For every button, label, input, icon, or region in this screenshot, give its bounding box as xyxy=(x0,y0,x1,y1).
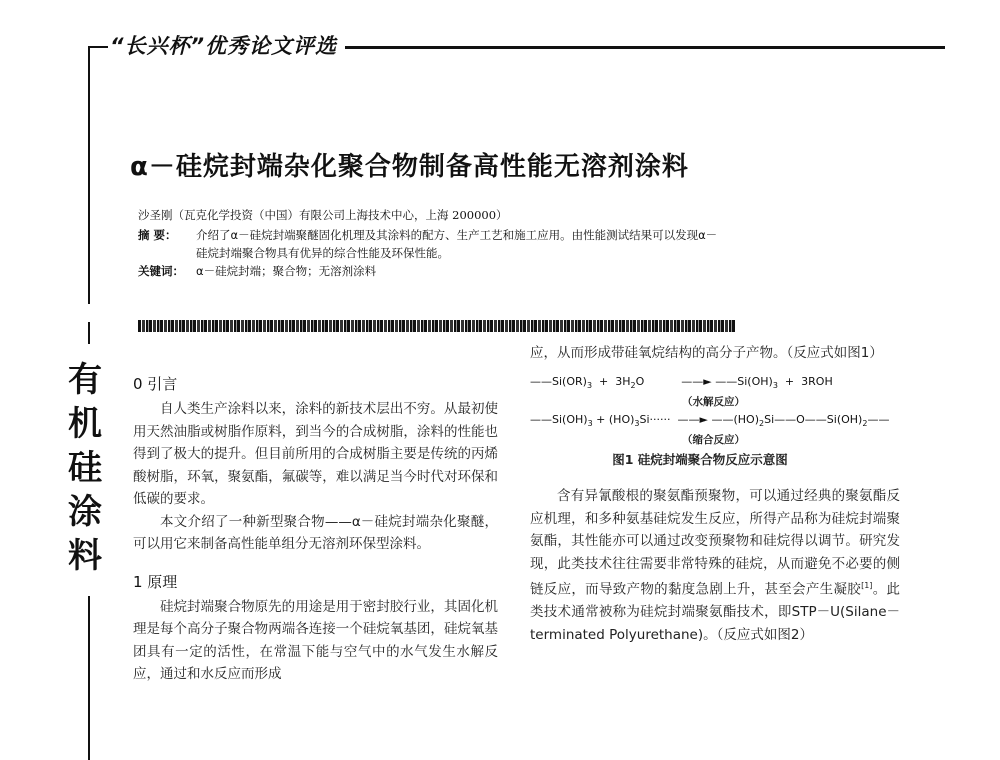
eq-sub: 2 xyxy=(862,418,868,428)
header-rule xyxy=(345,46,945,49)
eq-term: ——Si(OH) xyxy=(715,374,773,388)
abstract-label: 摘 要： xyxy=(138,228,177,242)
eq-sub: 3 xyxy=(634,418,640,428)
vertical-char: 料 xyxy=(68,536,102,576)
eq-sub: 3 xyxy=(586,380,593,390)
equation-label-condensation: （缩合反应） xyxy=(682,433,745,446)
left-column xyxy=(133,372,498,686)
eq-sub: 3 xyxy=(587,418,593,428)
eq-term: (HO) xyxy=(608,412,635,426)
eq-plus: + xyxy=(599,374,609,388)
equation-condensation xyxy=(530,409,900,429)
eq-term: 3H xyxy=(615,374,631,388)
eq-term: Si——O——Si(OH) xyxy=(764,412,863,426)
paragraph-continued: 应，从而形成带硅氧烷结构的高分子产物。（反应式如图1） xyxy=(530,345,883,361)
eq-term: —— xyxy=(867,412,890,426)
equation-label-hydrolysis: （水解反应） xyxy=(682,395,745,408)
decorative-separator-bar xyxy=(138,320,736,332)
eq-plus: + xyxy=(596,412,606,426)
paragraph-text: 含有异氰酸根的聚氨酯预聚物，可以通过经典的聚氨酯反应机理，和多种氨基硅烷发生反应，所得产品称为硅烷封端聚氨酯，其性能亦可以通过改变预聚物和硅烷得以调节。研究发现，此类技术往往需要非常特殊的硅烷，从而避免不必要的侧链反应，而导致产物的黏度急剧上升，甚至会产生凝胶 xyxy=(530,488,900,598)
vertical-char: 机 xyxy=(68,404,102,444)
figure-caption: 图1 硅烷封端聚合物反应示意图 xyxy=(612,451,788,467)
eq-sub: 3 xyxy=(772,380,778,390)
frame-line-top-left xyxy=(88,46,108,48)
eq-term: 3ROH xyxy=(801,374,833,388)
frame-line-left-tick xyxy=(88,322,90,344)
eq-sub: 2 xyxy=(630,380,636,390)
paper-title: α－硅烷封端杂化聚合物制备高性能无溶剂涂料 xyxy=(130,152,689,182)
vertical-char: 有 xyxy=(68,360,102,400)
paragraph: 本文介绍了一种新型聚合物——α－硅烷封端杂化聚醚，可以用它来制备高性能单组分无溶剂环保型涂料。 xyxy=(133,513,498,552)
right-column xyxy=(530,342,900,646)
paragraph xyxy=(530,485,900,646)
section-heading-principle: 1 原理 xyxy=(133,572,178,591)
keywords-label: 关键词： xyxy=(138,264,184,278)
paragraph-text: 。此类技术通常被称为硅烷封端聚氨酯技术，即STP－U(Silane－terminated Polyurethane)。（反应式如图2） xyxy=(530,581,901,643)
frame-line-left-upper xyxy=(88,46,90,304)
author-affiliation: 沙圣刚（瓦克化学投资（中国）有限公司上海技术中心，上海 200000） xyxy=(138,208,508,222)
paragraph: 硅烷封端聚合物原先的用途是用于密封胶行业，其固化机理是每个高分子聚合物两端各连接一个硅烷氧基团，硅烷氧基团具有一定的活性，在常温下能与空气中的水气发生水解反应，通过和水反应而形成 xyxy=(133,598,498,682)
vertical-section-label xyxy=(65,358,105,578)
eq-term: ——Si(OH) xyxy=(530,412,588,426)
eq-sub: 2 xyxy=(759,418,765,428)
equation-hydrolysis xyxy=(530,371,900,391)
abstract-block xyxy=(138,226,717,280)
reaction-arrow-icon: ——► xyxy=(677,412,708,426)
section-heading-introduction: 0 引言 xyxy=(133,375,178,393)
vertical-char: 硅 xyxy=(68,448,102,488)
reaction-arrow-icon: ——► xyxy=(681,374,712,388)
keywords-text: α－硅烷封端；聚合物；无溶剂涂料 xyxy=(196,264,377,278)
eq-term: O xyxy=(635,374,645,388)
citation-ref: [1] xyxy=(861,581,873,590)
eq-term: ——Si(OR) xyxy=(530,374,587,388)
abstract-text-line2: 硅烷封端聚合物具有优异的综合性能及环保性能。 xyxy=(196,246,449,260)
eq-term: ——(HO) xyxy=(711,412,759,426)
frame-line-left-lower xyxy=(88,596,90,760)
series-label: “长兴杯”优秀论文评选 xyxy=(110,34,338,58)
eq-plus: + xyxy=(784,374,795,388)
abstract-text-line1: 介绍了α－硅烷封端聚醚固化机理及其涂料的配方、生产工艺和施工应用。由性能测试结果可以发现α－ xyxy=(196,228,718,242)
paragraph: 自人类生产涂料以来，涂料的新技术层出不穷。从最初使用天然油脂或树脂作原料，到当今的合成树脂，涂料的性能也得到了极大的提升。但目前所用的合成树脂主要是传统的丙烯酸树脂，环氧，聚氨酯，氟碳等，难以满足当今时代对环保和低碳的要求。 xyxy=(133,401,498,507)
eq-term: Si······ xyxy=(639,412,671,426)
vertical-char: 涂 xyxy=(68,492,102,532)
